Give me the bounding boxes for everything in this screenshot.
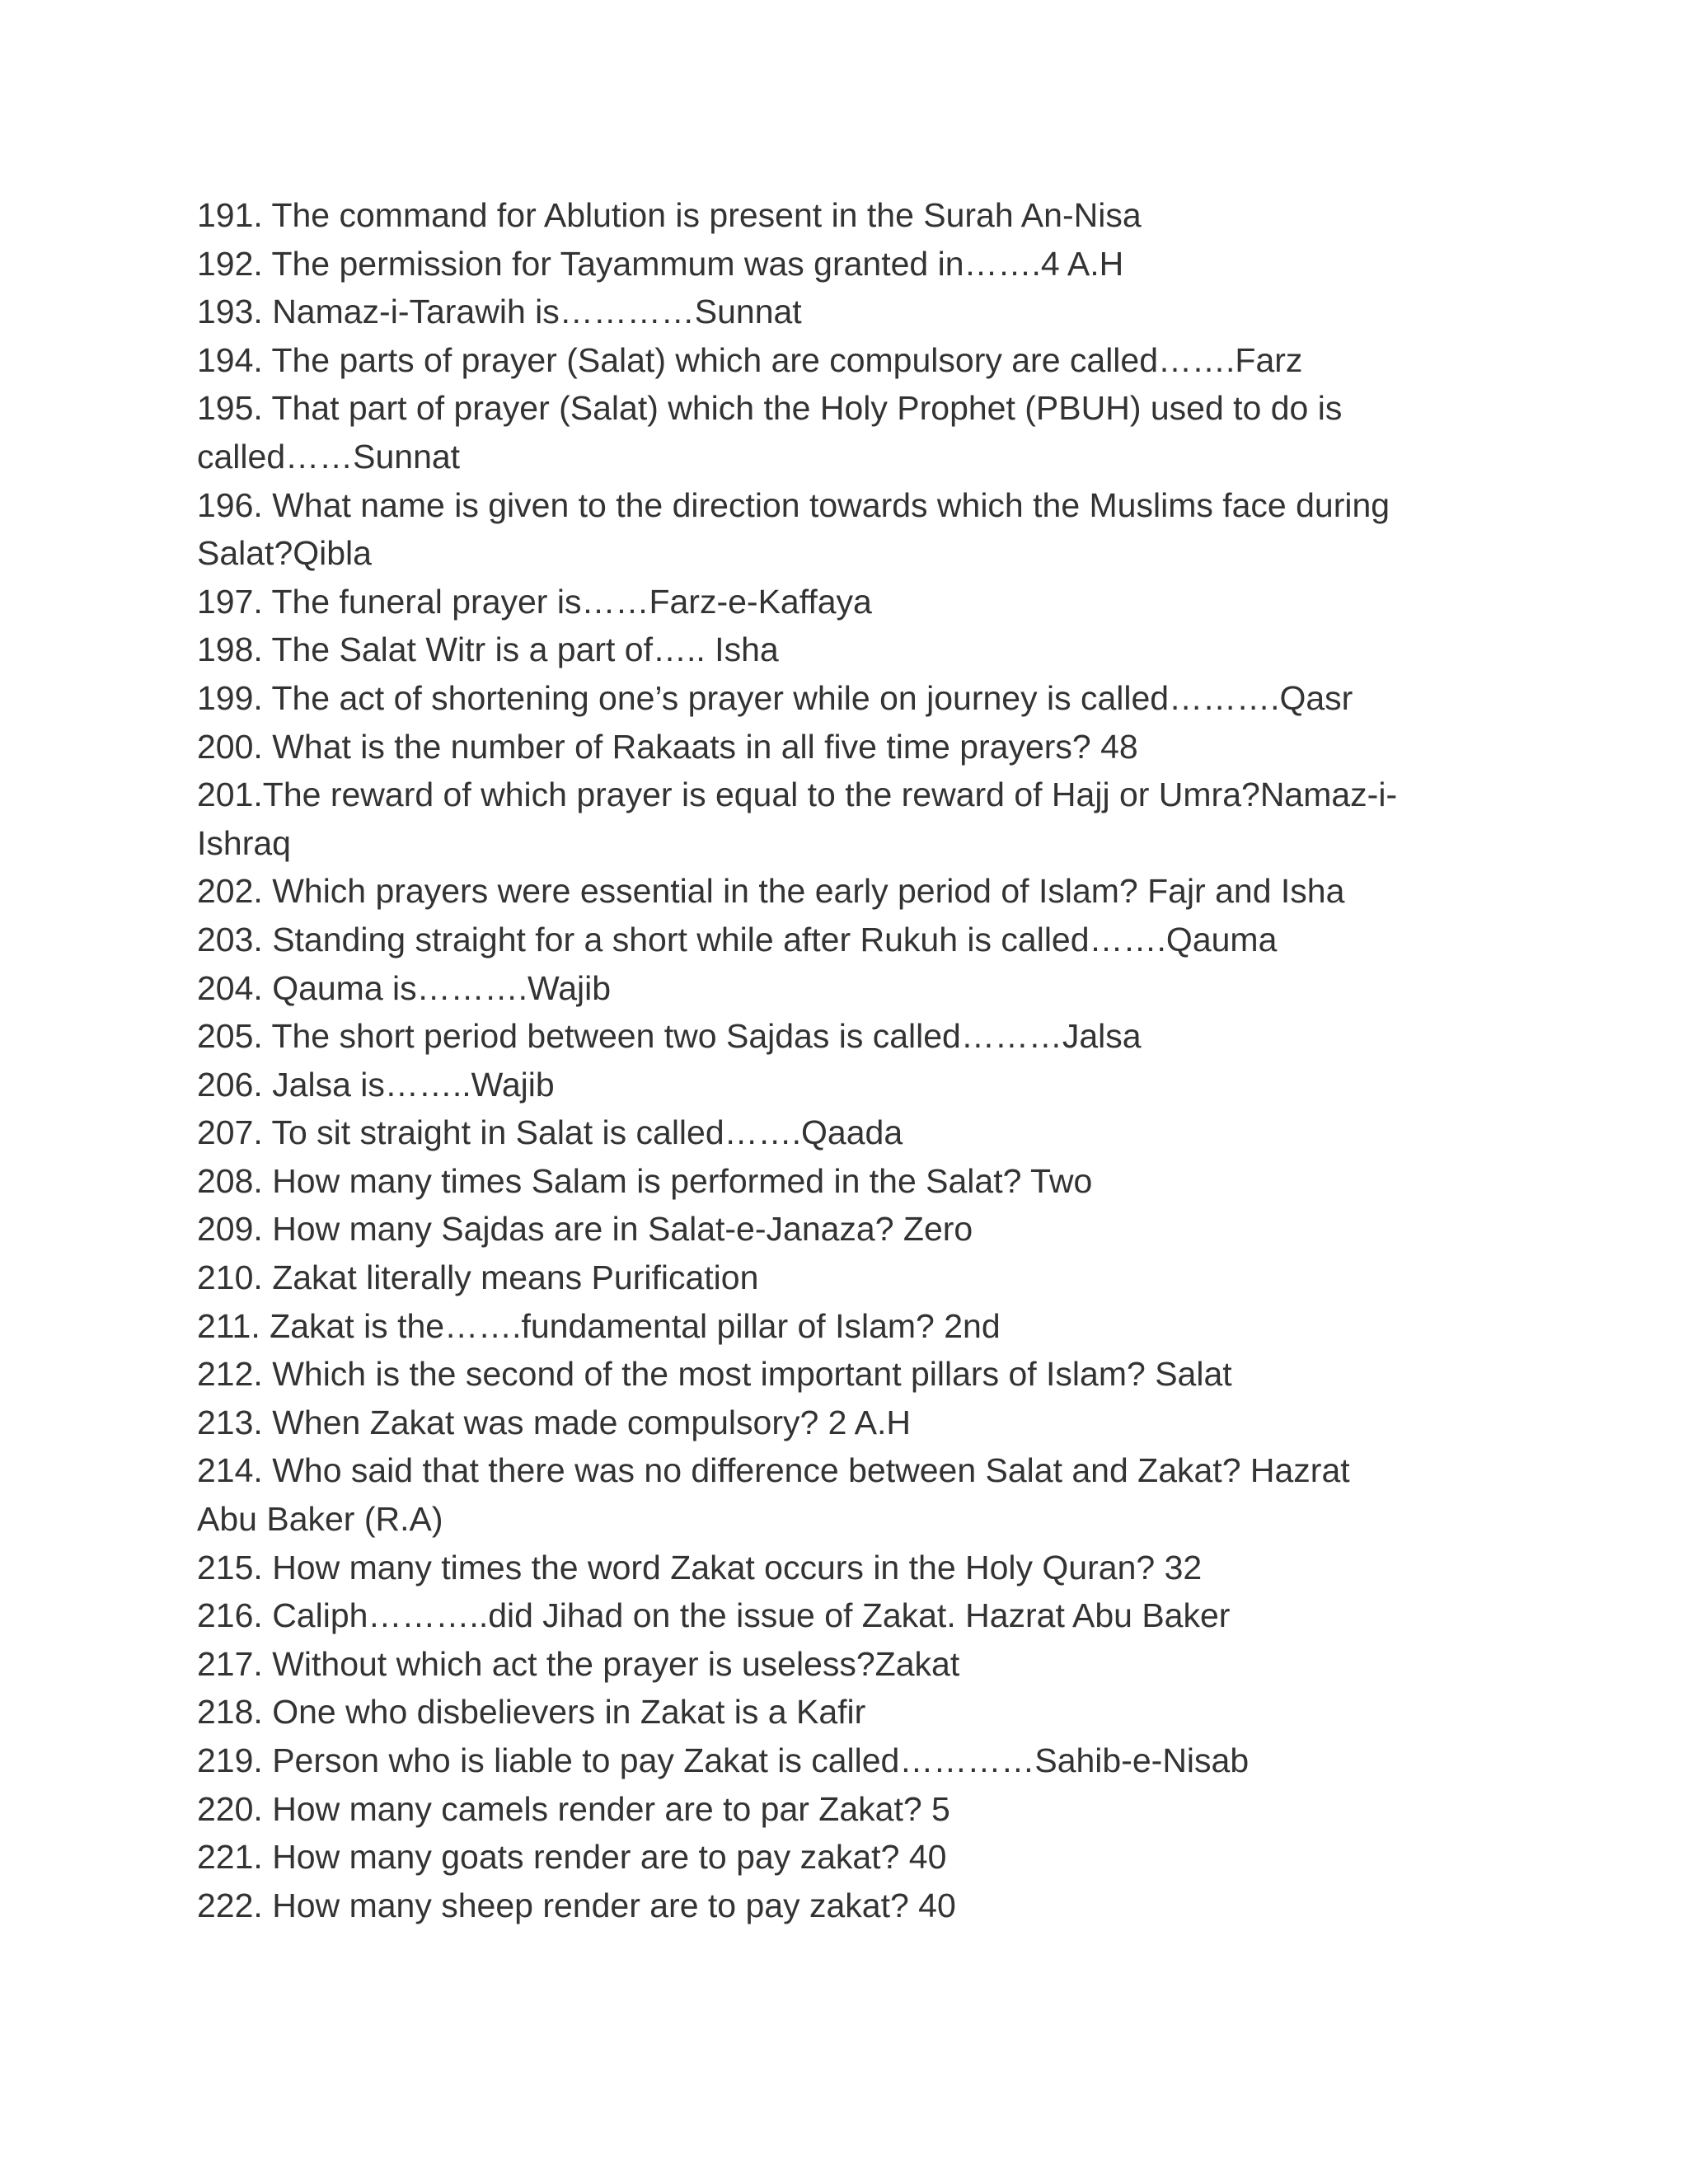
- list-item: 192. The permission for Tayammum was granted in…….4 A.H: [197, 244, 1124, 283]
- list-item: 200. What is the number of Rakaats in all five time prayers? 48: [197, 727, 1138, 766]
- list-item: 213. When Zakat was made compulsory? 2 A.H: [197, 1403, 911, 1441]
- list-item: 212. Which is the second of the most important pillars of Islam? Salat: [197, 1355, 1232, 1394]
- list-item: 206. Jalsa is……..Wajib: [197, 1065, 555, 1104]
- list-item: 222. How many sheep render are to pay zakat? 40: [197, 1886, 956, 1924]
- list-item: 210. Zakat literally means Purification: [197, 1258, 759, 1297]
- list-item: 207. To sit straight in Salat is called…….Qaada: [197, 1113, 903, 1152]
- list-item: 193. Namaz-i-Tarawih is…………Sunnat: [197, 293, 802, 331]
- list-item: 203. Standing straight for a short while after Rukuh is called…….Qauma: [197, 920, 1278, 958]
- list-item: 197. The funeral prayer is……Farz-e-Kaffaya: [197, 582, 872, 621]
- list-item: 220. How many camels render are to par Zakat? 5: [197, 1789, 950, 1828]
- list-item: 202. Which prayers were essential in the early period of Islam? Fajr and Isha: [197, 872, 1345, 911]
- list-item: 191. The command for Ablution is present in the Surah An-Nisa: [197, 196, 1142, 234]
- list-item: 217. Without which act the prayer is useless?Zakat: [197, 1644, 960, 1683]
- list-item: 194. The parts of prayer (Salat) which are compulsory are called…….Farz: [197, 340, 1303, 379]
- list-item: 219. Person who is liable to pay Zakat is called…………Sahib-e-Nisab: [197, 1741, 1250, 1779]
- list-item: 208. How many times Salam is performed in the Salat? Two: [197, 1161, 1093, 1200]
- list-item: 199. The act of shortening one’s prayer while on journey is called……….Qasr: [197, 678, 1353, 717]
- list-item: 204. Qauma is……….Wajib: [197, 968, 612, 1007]
- list-item: 211. Zakat is the…….fundamental pillar of Islam? 2nd: [197, 1306, 1001, 1345]
- list-item: 209. How many Sajdas are in Salat-e-Janaza? Zero: [197, 1210, 973, 1249]
- list-item: 218. One who disbelievers in Zakat is a Kafir: [197, 1693, 866, 1732]
- list-item: 205. The short period between two Sajdas is called………Jalsa: [197, 1017, 1142, 1056]
- list-item: 216. Caliph………..did Jihad on the issue of Zakat. Hazrat Abu Baker: [197, 1596, 1231, 1635]
- list-item: 215. How many times the word Zakat occurs in the Holy Quran? 32: [197, 1548, 1203, 1586]
- list-item: 198. The Salat Witr is a part of….. Isha: [197, 630, 779, 669]
- list-item: 214. Who said that there was no difference between Salat and Zakat? Hazrat Abu Baker (R.A): [197, 1451, 1357, 1539]
- list-item: 195. That part of prayer (Salat) which the Holy Prophet (PBUH) used to do is called……Sunnat: [197, 389, 1352, 476]
- question-list: [197, 191, 1409, 1929]
- list-item: 201.The reward of which prayer is equal to the reward of Hajj or Umra?Namaz-i-Ishraq: [197, 776, 1398, 862]
- list-item: 196. What name is given to the direction towards which the Muslims face during Salat?Qibla: [197, 485, 1400, 573]
- list-item: 221. How many goats render are to pay zakat? 40: [197, 1838, 947, 1877]
